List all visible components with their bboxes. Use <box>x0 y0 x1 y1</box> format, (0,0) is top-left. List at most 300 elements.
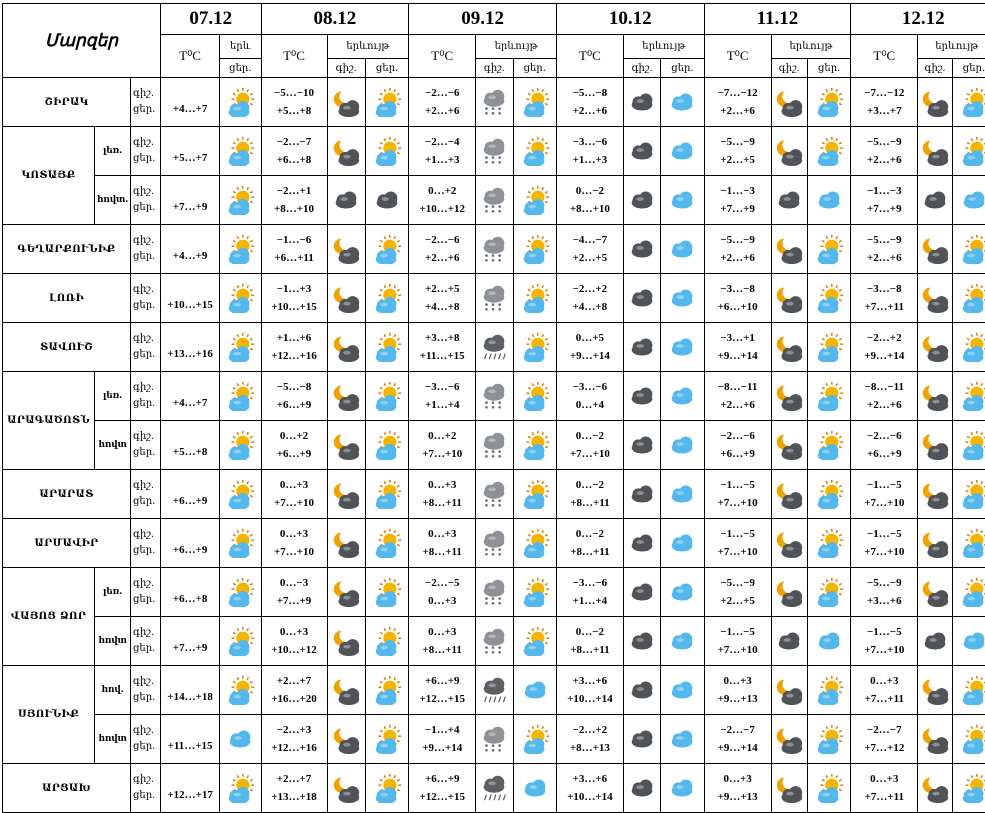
temp-1112 <box>704 225 771 274</box>
temp-day: +2…+6 <box>705 249 771 267</box>
temp-night: −1…−5 <box>851 525 917 543</box>
temp-day: +8…+11 <box>557 641 623 659</box>
temp-night: −3…−8 <box>851 280 917 298</box>
header-night: ցեր. <box>661 59 704 78</box>
moon-cloud-icon <box>918 127 953 176</box>
moon-cloud-icon <box>771 323 807 372</box>
header-temp: T⁰C <box>261 35 327 78</box>
day-label: գիշ. <box>133 576 160 592</box>
temp-night: 0…−2 <box>557 525 623 543</box>
temp-day: +8…+13 <box>557 739 623 757</box>
temp-1212 <box>851 715 918 764</box>
temp-day: +1…+3 <box>557 151 623 169</box>
rain-cloud-icon <box>476 323 513 372</box>
header-date-1012: 10.12 <box>556 4 704 35</box>
dark-cloud-icon <box>771 617 807 666</box>
temp-0912 <box>409 127 476 176</box>
header-temp: T⁰C <box>161 35 220 78</box>
sun-cloud-icon <box>365 519 408 568</box>
temp-day: +10…+12 <box>262 641 327 659</box>
temp-night: 0…+3 <box>705 770 771 788</box>
sun-cloud-icon <box>365 274 408 323</box>
sun-cloud-icon <box>220 421 261 470</box>
sun-cloud-icon <box>952 421 985 470</box>
moon-cloud-icon <box>771 519 807 568</box>
sun-cloud-icon <box>513 617 556 666</box>
temp-night: −2…+2 <box>851 329 917 347</box>
temp-1112 <box>704 176 771 225</box>
header-phen: երևույթ <box>623 35 704 59</box>
header-date-0912: 09.12 <box>409 4 557 35</box>
subregion-label: լեռ. <box>95 127 131 176</box>
temp-1112 <box>704 715 771 764</box>
moon-cloud-icon <box>771 715 807 764</box>
temp-day: +10…+12 <box>409 200 475 218</box>
header-night: ցեր. <box>808 59 851 78</box>
forecast-table <box>2 3 985 813</box>
region-name: ԱՐԱԳԱԾՈՏՆ <box>3 372 95 470</box>
snow-cloud-icon <box>476 176 513 225</box>
temp-day: +12…+15 <box>409 788 475 806</box>
temp-day: +7…+10 <box>851 494 917 512</box>
light-cloud-icon <box>661 176 704 225</box>
light-cloud-icon <box>661 372 704 421</box>
temp-1112 <box>704 470 771 519</box>
temp-day: +6…+9 <box>851 445 917 463</box>
temp-0912 <box>409 519 476 568</box>
dark-cloud-icon <box>771 176 807 225</box>
moon-cloud-icon <box>327 519 365 568</box>
temp-day: +7…+9 <box>262 592 327 610</box>
temp-night: −1…−5 <box>705 476 771 494</box>
header-day: գիշ. <box>918 59 953 78</box>
temp-day: +7…+10 <box>851 543 917 561</box>
moon-cloud-icon <box>918 666 953 715</box>
temp-night: −8…−11 <box>851 378 917 396</box>
dark-cloud-icon <box>623 225 660 274</box>
temp-night: −2…+2 <box>557 721 623 739</box>
temp-day: +3…+6 <box>851 592 917 610</box>
temp-day: +8…+10 <box>262 200 327 218</box>
region-name: ԱՐՑԱԽ <box>3 764 131 813</box>
snow-cloud-icon <box>476 372 513 421</box>
day-night-labels <box>131 764 161 813</box>
sun-cloud-icon <box>365 421 408 470</box>
temp-night: −2…−6 <box>409 84 475 102</box>
temp-day: +2…+6 <box>409 102 475 120</box>
region-row <box>3 519 985 568</box>
dark-cloud-icon <box>623 274 660 323</box>
temp-1112 <box>704 372 771 421</box>
temp-day: +8…+11 <box>557 494 623 512</box>
temp-1112 <box>704 274 771 323</box>
temp-0912 <box>409 225 476 274</box>
sun-cloud-icon <box>365 470 408 519</box>
temp-1112 <box>704 127 771 176</box>
temp-day: +12…+16 <box>262 347 327 365</box>
dark-cloud-icon <box>918 176 953 225</box>
rain-cloud-icon <box>476 666 513 715</box>
temp-day: +6…+9 <box>262 396 327 414</box>
temp-1012 <box>556 666 623 715</box>
temp-day: +9…+14 <box>705 347 771 365</box>
moon-cloud-icon <box>771 666 807 715</box>
sun-cloud-icon <box>220 274 261 323</box>
moon-cloud-icon <box>327 78 365 127</box>
light-cloud-icon <box>808 617 851 666</box>
temp-night: −2…−6 <box>851 427 917 445</box>
sun-cloud-icon <box>808 225 851 274</box>
day-label: գիշ. <box>133 135 160 151</box>
sun-cloud-icon <box>220 176 261 225</box>
region-row <box>3 127 985 176</box>
moon-cloud-icon <box>327 127 365 176</box>
sun-cloud-icon <box>808 568 851 617</box>
temp-day: +4…+8 <box>557 298 623 316</box>
snow-cloud-icon <box>476 470 513 519</box>
dark-cloud-icon <box>623 323 660 372</box>
temp-night: −1…−3 <box>851 182 917 200</box>
sun-cloud-icon <box>220 127 261 176</box>
sun-cloud-icon <box>952 519 985 568</box>
temp-0712: +6…+9 <box>161 519 220 568</box>
night-label: ցեր. <box>133 494 160 510</box>
temp-day: +7…+10 <box>409 445 475 463</box>
dark-cloud-icon <box>623 715 660 764</box>
temp-1112 <box>704 323 771 372</box>
temp-night: +2…+5 <box>409 280 475 298</box>
temp-0912 <box>409 617 476 666</box>
moon-cloud-icon <box>918 323 953 372</box>
temp-night: −2…−6 <box>409 231 475 249</box>
header-temp: T⁰C <box>704 35 771 78</box>
sun-cloud-icon <box>220 470 261 519</box>
snow-cloud-icon <box>476 568 513 617</box>
temp-night: −1…+4 <box>409 721 475 739</box>
day-night-labels <box>131 225 161 274</box>
temp-day: +7…+10 <box>851 641 917 659</box>
temp-day: +7…+12 <box>851 739 917 757</box>
light-cloud-icon <box>952 176 985 225</box>
temp-day: +13…+18 <box>262 788 327 806</box>
dark-cloud-icon <box>623 568 660 617</box>
temp-1212 <box>851 323 918 372</box>
day-label: գիշ. <box>133 331 160 347</box>
region-row <box>3 274 985 323</box>
temp-0912 <box>409 666 476 715</box>
sun-cloud-icon <box>365 372 408 421</box>
temp-0712: +4…+7 <box>161 372 220 421</box>
temp-1212 <box>851 666 918 715</box>
light-cloud-icon <box>952 617 985 666</box>
temp-night: −3…+1 <box>705 329 771 347</box>
moon-cloud-icon <box>771 78 807 127</box>
temp-day: +8…+11 <box>409 494 475 512</box>
temp-night: −1…−5 <box>851 623 917 641</box>
temp-night: +3…+8 <box>409 329 475 347</box>
night-label: ցեր. <box>133 347 160 363</box>
temp-day: +2…+5 <box>557 249 623 267</box>
subregion-label: հով. <box>95 666 131 715</box>
temp-day: +9…+14 <box>851 347 917 365</box>
temp-day: +1…+4 <box>409 396 475 414</box>
temp-night: −3…−6 <box>557 378 623 396</box>
region-row <box>3 78 985 127</box>
temp-day: +10…+15 <box>262 298 327 316</box>
moon-cloud-icon <box>771 470 807 519</box>
light-cloud-icon <box>661 715 704 764</box>
temp-day: +10…+14 <box>557 788 623 806</box>
temp-night: −5…−9 <box>705 574 771 592</box>
temp-day: +8…+11 <box>409 641 475 659</box>
dark-cloud-icon <box>623 127 660 176</box>
temp-0712: +13…+16 <box>161 323 220 372</box>
region-name: ՍՅՈՒՆԻՔ <box>3 666 95 764</box>
sun-cloud-icon <box>808 519 851 568</box>
header-marz: Մարզեր <box>3 4 161 78</box>
region-row <box>3 323 985 372</box>
moon-cloud-icon <box>771 764 807 813</box>
sun-cloud-icon <box>952 764 985 813</box>
night-label: ցեր. <box>133 788 160 804</box>
region-row <box>3 715 985 764</box>
moon-cloud-icon <box>918 372 953 421</box>
day-night-labels <box>131 372 161 421</box>
temp-1112 <box>704 568 771 617</box>
temp-1212 <box>851 274 918 323</box>
temp-night: −2…+2 <box>557 280 623 298</box>
sun-cloud-icon <box>220 372 261 421</box>
temp-0812 <box>261 617 327 666</box>
sun-cloud-icon <box>513 274 556 323</box>
temp-night: +2…+7 <box>262 672 327 690</box>
temp-1012 <box>556 568 623 617</box>
temp-1012 <box>556 617 623 666</box>
temp-1012 <box>556 225 623 274</box>
light-cloud-icon <box>661 274 704 323</box>
sun-cloud-icon <box>220 519 261 568</box>
temp-0912 <box>409 715 476 764</box>
sun-cloud-icon <box>808 715 851 764</box>
sun-cloud-icon <box>513 519 556 568</box>
temp-0812 <box>261 78 327 127</box>
night-label: ցեր. <box>133 445 160 461</box>
day-label: գիշ. <box>133 527 160 543</box>
sun-cloud-icon <box>808 78 851 127</box>
temp-0912 <box>409 323 476 372</box>
temp-night: 0…+3 <box>262 476 327 494</box>
temp-day: +7…+11 <box>851 298 917 316</box>
day-label: գիշ. <box>133 282 160 298</box>
temp-night: −2…−7 <box>262 133 327 151</box>
temp-1012 <box>556 274 623 323</box>
moon-cloud-icon <box>918 225 953 274</box>
moon-cloud-icon <box>327 470 365 519</box>
temp-night: +2…+7 <box>262 770 327 788</box>
temp-0812 <box>261 127 327 176</box>
temp-day: +2…+5 <box>705 151 771 169</box>
temp-0912 <box>409 176 476 225</box>
moon-cloud-icon <box>771 225 807 274</box>
temp-night: 0…+3 <box>851 770 917 788</box>
temp-night: −5…−9 <box>851 574 917 592</box>
temp-1112 <box>704 421 771 470</box>
temp-0812 <box>261 225 327 274</box>
moon-cloud-icon <box>771 127 807 176</box>
dark-cloud-icon <box>365 176 408 225</box>
temp-day: +2…+6 <box>851 396 917 414</box>
day-label: գիշ. <box>133 429 160 445</box>
temp-1012 <box>556 421 623 470</box>
rain-cloud-icon <box>476 764 513 813</box>
snow-cloud-icon <box>476 519 513 568</box>
sun-cloud-icon <box>952 127 985 176</box>
temp-1112 <box>704 519 771 568</box>
subregion-label: լեռ. <box>95 372 131 421</box>
temp-night: 0…+3 <box>262 525 327 543</box>
temp-night: 0…−2 <box>557 476 623 494</box>
temp-1012 <box>556 519 623 568</box>
temp-0912 <box>409 470 476 519</box>
temp-day: +9…+14 <box>557 347 623 365</box>
moon-cloud-icon <box>327 225 365 274</box>
moon-cloud-icon <box>327 666 365 715</box>
sun-cloud-icon <box>365 323 408 372</box>
temp-night: −5…−9 <box>851 133 917 151</box>
header-date-0812: 08.12 <box>261 4 409 35</box>
day-night-labels <box>131 519 161 568</box>
temp-0812 <box>261 176 327 225</box>
moon-cloud-icon <box>327 421 365 470</box>
moon-cloud-icon <box>771 568 807 617</box>
day-label: գիշ. <box>133 478 160 494</box>
temp-1212 <box>851 372 918 421</box>
moon-cloud-icon <box>327 715 365 764</box>
header-day: գիշ. <box>623 59 660 78</box>
sun-cloud-icon <box>808 372 851 421</box>
temp-0812 <box>261 323 327 372</box>
day-label: գիշ. <box>133 674 160 690</box>
temp-day: +7…+11 <box>851 788 917 806</box>
region-name: ԱՐԱՐԱՏ <box>3 470 131 519</box>
sun-cloud-icon <box>220 225 261 274</box>
temp-night: −7…−12 <box>705 84 771 102</box>
temp-day: +12…+15 <box>409 690 475 708</box>
temp-0712: +11…+15 <box>161 715 220 764</box>
temp-night: −5…−10 <box>262 84 327 102</box>
temp-1012 <box>556 176 623 225</box>
header-temp: T⁰C <box>851 35 918 78</box>
temp-0812 <box>261 715 327 764</box>
temp-day: +7…+10 <box>262 494 327 512</box>
light-cloud-icon <box>220 715 261 764</box>
dark-cloud-icon <box>623 421 660 470</box>
subregion-label: հովտ. <box>95 176 131 225</box>
temp-night: −2…+3 <box>262 721 327 739</box>
header-day: գիշ. <box>476 59 513 78</box>
header-phen: երևույթ <box>771 35 851 59</box>
region-name: ՎԱՅՈՑ ՁՈՐ <box>3 568 95 666</box>
day-label: գիշ. <box>133 233 160 249</box>
temp-1212 <box>851 176 918 225</box>
sun-cloud-icon <box>513 470 556 519</box>
temp-day: +9…+14 <box>705 739 771 757</box>
temp-night: −5…−9 <box>705 231 771 249</box>
temp-day: +2…+5 <box>705 592 771 610</box>
day-label: գիշ. <box>133 86 160 102</box>
snow-cloud-icon <box>476 715 513 764</box>
temp-0812 <box>261 274 327 323</box>
temp-day: +9…+14 <box>409 739 475 757</box>
temp-1212 <box>851 421 918 470</box>
temp-night: +6…+9 <box>409 770 475 788</box>
temp-day: +7…+10 <box>705 641 771 659</box>
sun-cloud-icon <box>365 764 408 813</box>
light-cloud-icon <box>661 78 704 127</box>
temp-day: +7…+9 <box>705 200 771 218</box>
temp-night: 0…+5 <box>557 329 623 347</box>
night-label: ցեր. <box>133 151 160 167</box>
temp-day: +1…+4 <box>557 592 623 610</box>
moon-cloud-icon <box>771 421 807 470</box>
light-cloud-icon <box>661 764 704 813</box>
temp-0812 <box>261 764 327 813</box>
temp-night: −3…−6 <box>557 133 623 151</box>
night-label: ցեր. <box>133 298 160 314</box>
temp-day: +6…+9 <box>705 445 771 463</box>
temp-0912 <box>409 764 476 813</box>
temp-0812 <box>261 372 327 421</box>
temp-night: 0…+2 <box>409 182 475 200</box>
temp-day: 0…+4 <box>557 396 623 414</box>
temp-1212 <box>851 78 918 127</box>
temp-day: +2…+6 <box>705 102 771 120</box>
header-date-1112: 11.12 <box>704 4 851 35</box>
temp-night: −2…−7 <box>705 721 771 739</box>
snow-cloud-icon <box>476 127 513 176</box>
sun-cloud-icon <box>365 617 408 666</box>
sun-cloud-icon <box>952 715 985 764</box>
dark-cloud-icon <box>623 764 660 813</box>
sun-cloud-icon <box>808 323 851 372</box>
temp-day: +9…+13 <box>705 788 771 806</box>
header-phen: երևույթ <box>476 35 557 59</box>
night-label: ցեր. <box>133 102 160 118</box>
temp-day: +3…+7 <box>851 102 917 120</box>
region-row <box>3 176 985 225</box>
region-row <box>3 470 985 519</box>
temp-night: −3…−6 <box>557 574 623 592</box>
sun-cloud-icon <box>808 274 851 323</box>
region-name: ՏԱՎՈՒՇ <box>3 323 131 372</box>
subregion-label: հովտ <box>95 715 131 764</box>
temp-night: −5…−9 <box>851 231 917 249</box>
dark-cloud-icon <box>623 519 660 568</box>
temp-night: −1…−3 <box>705 182 771 200</box>
temp-night: 0…+3 <box>409 623 475 641</box>
temp-night: 0…+3 <box>705 672 771 690</box>
subregion-label: լեռ. <box>95 568 131 617</box>
moon-cloud-icon <box>918 470 953 519</box>
temp-0812 <box>261 421 327 470</box>
sun-cloud-icon <box>220 78 261 127</box>
temp-night: −8…−11 <box>705 378 771 396</box>
temp-day: +7…+10 <box>705 543 771 561</box>
temp-night: +6…+9 <box>409 672 475 690</box>
temp-day: +8…+11 <box>557 543 623 561</box>
dark-cloud-icon <box>327 176 365 225</box>
region-name: ՇԻՐԱԿ <box>3 78 131 127</box>
